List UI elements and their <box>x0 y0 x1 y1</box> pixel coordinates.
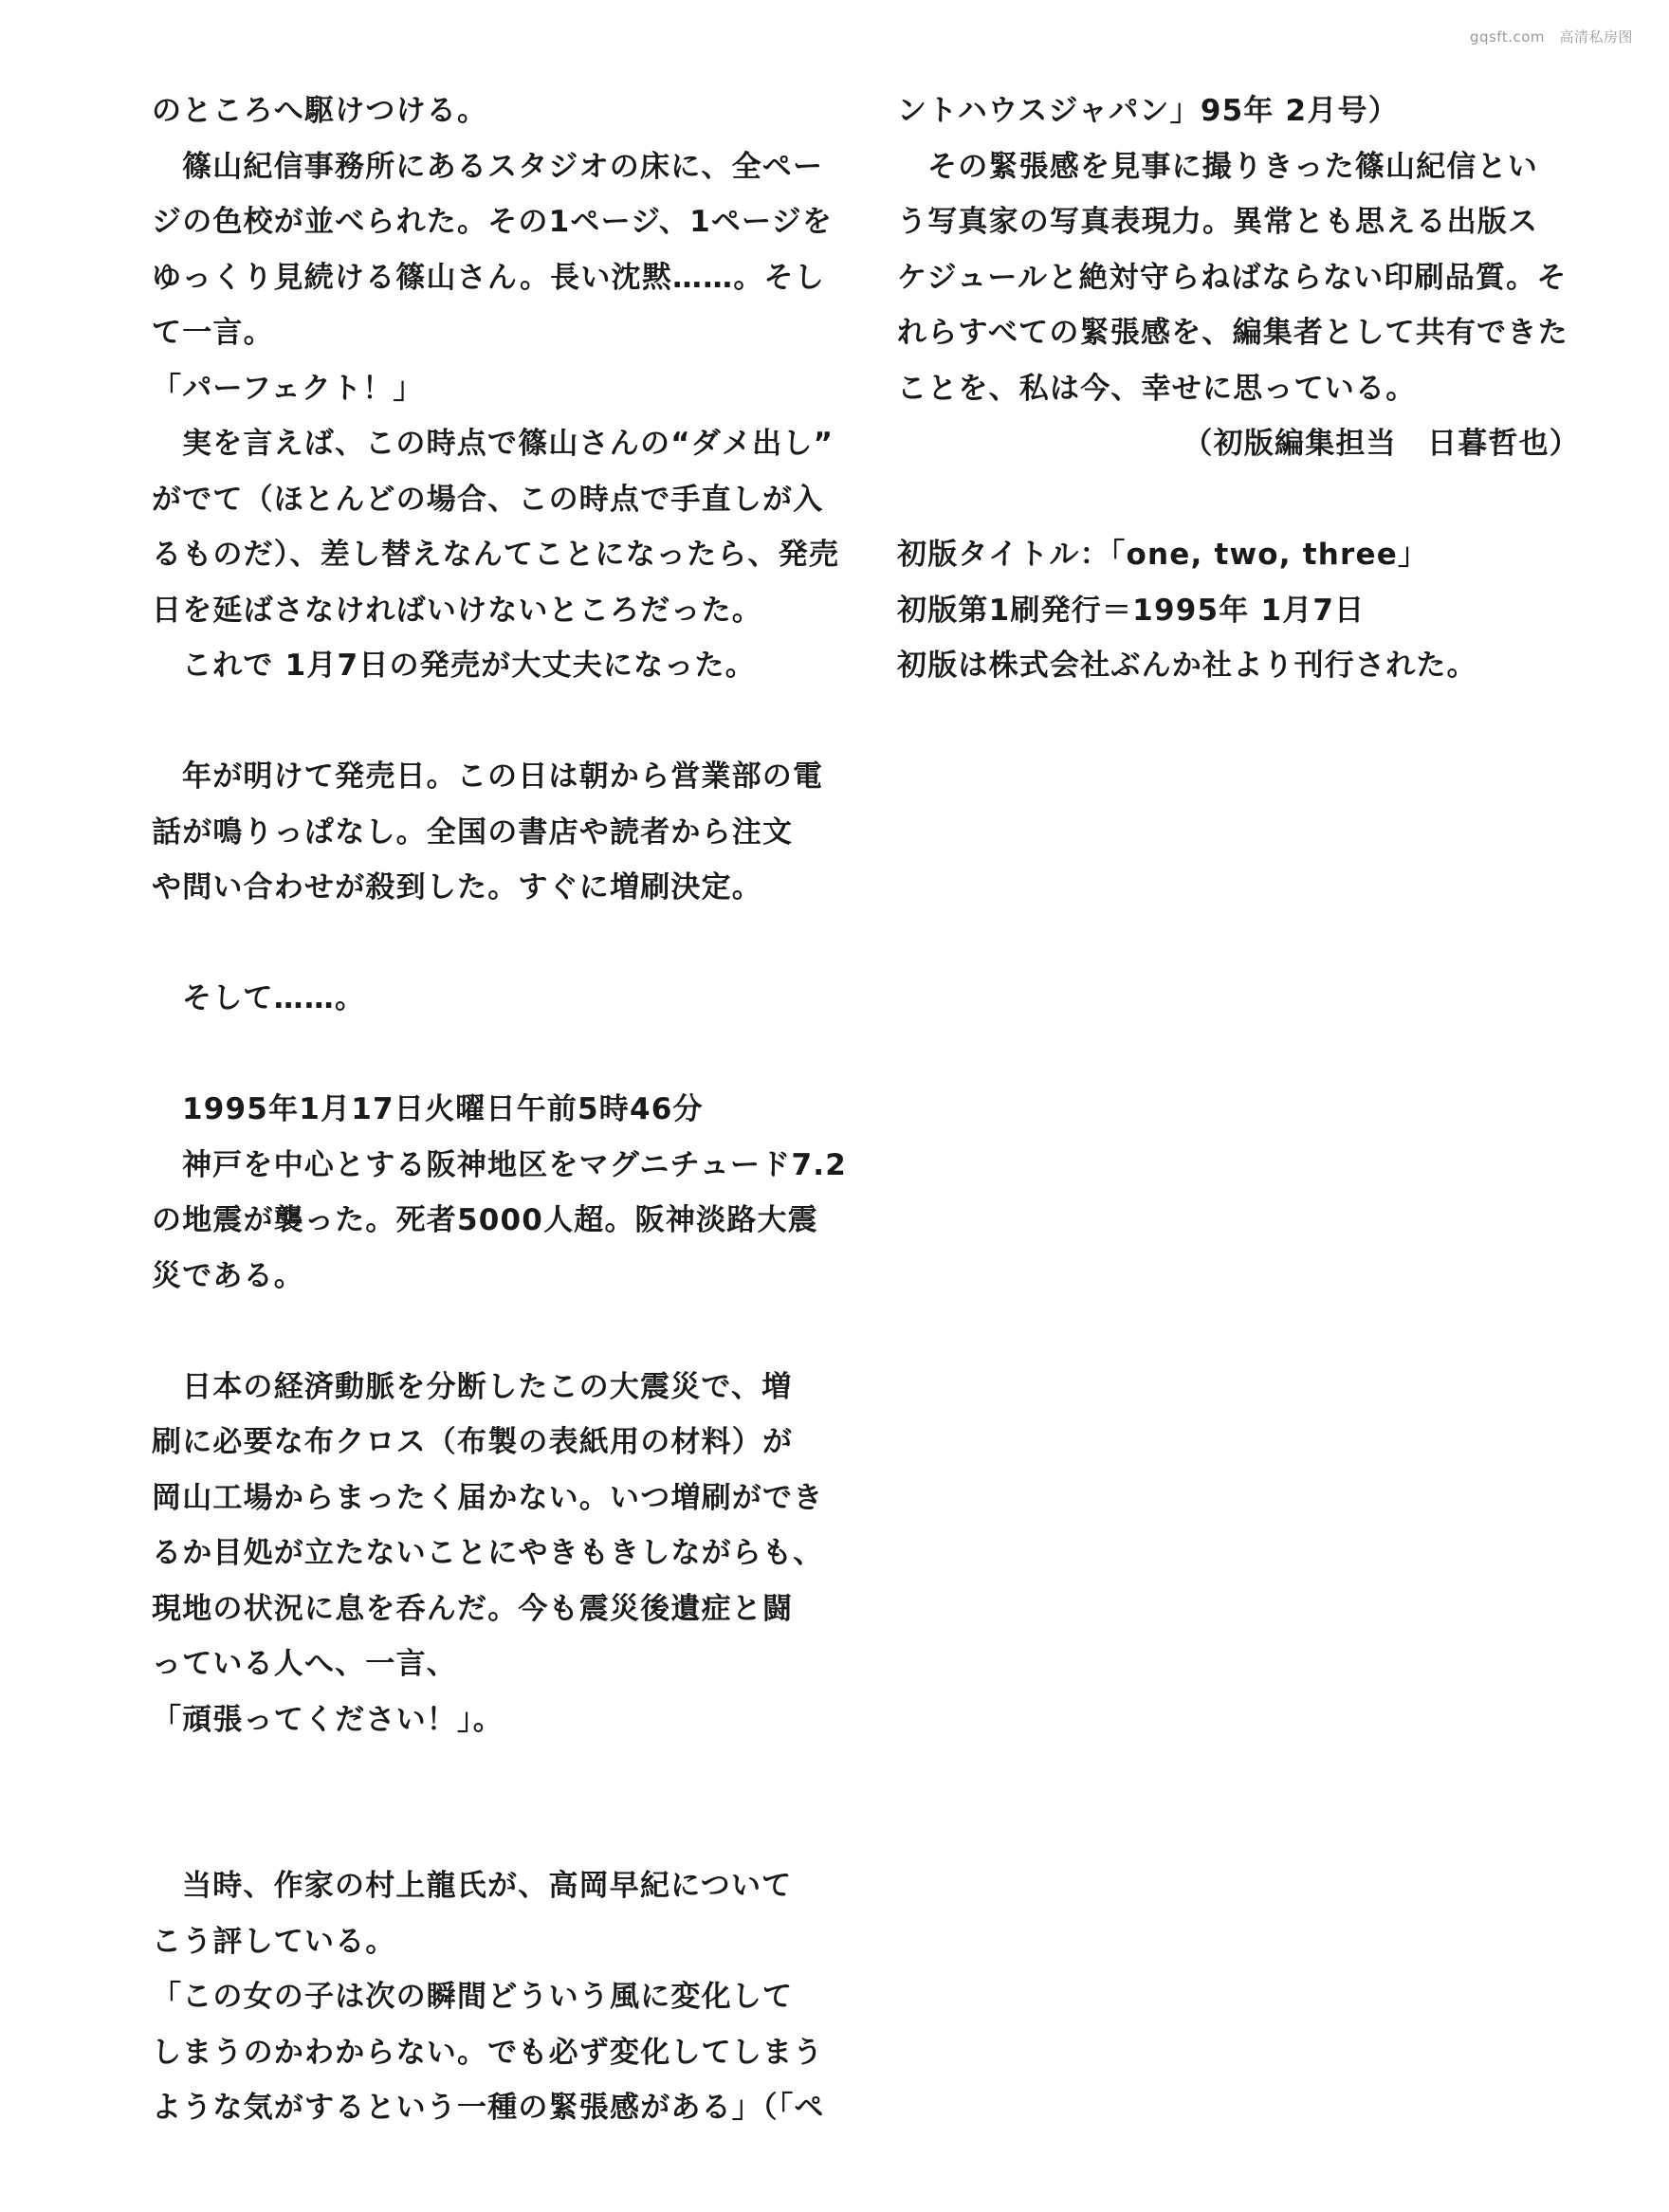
editor-credit: （初版編集担当 日暮哲也） <box>1183 427 1580 461</box>
text-line: の地震が襲った。死者5000人超。阪神淡路大震 <box>152 1203 818 1237</box>
first-edition-publisher: 初版は株式会社ぶんか社より刊行された。 <box>897 649 1477 683</box>
text-line: るか目処が立たないことにやきもきしながらも、 <box>152 1536 824 1570</box>
text-line: 篠山紀信事務所にあるスタジオの床に、全ペー <box>182 149 824 184</box>
text-line: て一言。 <box>152 316 274 350</box>
left-text-column <box>152 83 853 2136</box>
text-line: 刷に必要な布クロス（布製の表紙用の材料）が <box>152 1425 794 1459</box>
text-line: そして……。 <box>182 981 366 1015</box>
paragraph-gap <box>152 1803 853 1859</box>
paragraph-gap <box>152 916 853 972</box>
text-line: 当時、作家の村上龍氏が、高岡早紀について <box>182 1869 793 1903</box>
text-line: こう評している。 <box>152 1924 396 1959</box>
text-line: 岡山工場からまったく届かない。いつ増刷ができ <box>152 1480 824 1515</box>
text-line: 「この女の子は次の瞬間どういう風に変化して <box>152 1980 794 2014</box>
text-line: 話が鳴りっぱなし。全国の書店や読者から注文 <box>152 814 794 850</box>
paragraph-gap <box>152 1747 853 1803</box>
text-line: 日を延ばさなければいけないところだった。 <box>152 593 762 628</box>
text-line: ことを、私は今、幸せに思っている。 <box>897 371 1417 406</box>
paragraph-gap <box>152 694 853 750</box>
text-line: 年が明けて発売日。この日は朝から営業部の電 <box>182 759 824 794</box>
text-line: 「頑張ってください！」。 <box>152 1702 504 1737</box>
text-line: ジの色校が並べられた。その1ページ、1ページを <box>152 205 834 239</box>
watermark-text: gqsft.com 高清私房图 <box>1469 28 1633 46</box>
text-line: これで 1月7日の発売が大丈夫になった。 <box>182 649 756 683</box>
paragraph-gap <box>897 472 1580 528</box>
text-line: 実を言えば、この時点で篠山さんの“ダメ出し” <box>182 427 834 461</box>
text-line: ゆっくり見続ける篠山さん。長い沈黙……。そし <box>152 260 825 295</box>
text-line: う写真家の写真表現力。異常とも思える出版ス <box>897 205 1539 239</box>
text-line: れらすべての緊張感を、編集者として共有できた <box>897 316 1568 350</box>
text-line: ような気がするという一種の緊張感がある」（「ペ <box>152 2091 825 2125</box>
text-line: ントハウスジャパン」95年 2月号） <box>897 94 1399 128</box>
paragraph-gap <box>152 1027 853 1083</box>
text-line: 「パーフェクト！」 <box>152 371 424 406</box>
text-line: その緊張感を見事に撮りきった篠山紀信とい <box>927 149 1538 184</box>
text-line: 神戸を中心とする阪神地区をマグニチュード7.2 <box>182 1147 847 1182</box>
text-line: しまうのかわからない。でも必ず変化してしまう <box>152 2035 824 2070</box>
paragraph-gap <box>152 1304 853 1360</box>
right-text-column <box>897 83 1580 694</box>
text-line: や問い合わせが殺到した。すぐに増刷決定。 <box>152 870 762 905</box>
text-line: るものだ）、差し替えなんてことになったら、発売 <box>152 538 840 572</box>
first-edition-date: 初版第1刷発行＝1995年 1月7日 <box>897 593 1366 628</box>
text-line: 1995年1月17日火曜日午前5時46分 <box>182 1092 704 1126</box>
text-line: 現地の状況に息を呑んだ。今も震災後遺症と闘 <box>152 1591 794 1626</box>
first-edition-title: 初版タイトル：「one, two, three」 <box>897 538 1429 572</box>
text-line: 災である。 <box>152 1258 304 1293</box>
text-line: のところへ駆けつける。 <box>152 94 488 128</box>
text-line: っている人へ、一言、 <box>152 1647 457 1681</box>
text-line: がでて（ほとんどの場合、この時点で手直しが入 <box>152 482 824 517</box>
text-line: ケジュールと絶対守らねばならない印刷品質。そ <box>897 260 1568 295</box>
text-line: 日本の経済動脈を分断したこの大震災で、増 <box>182 1369 793 1404</box>
